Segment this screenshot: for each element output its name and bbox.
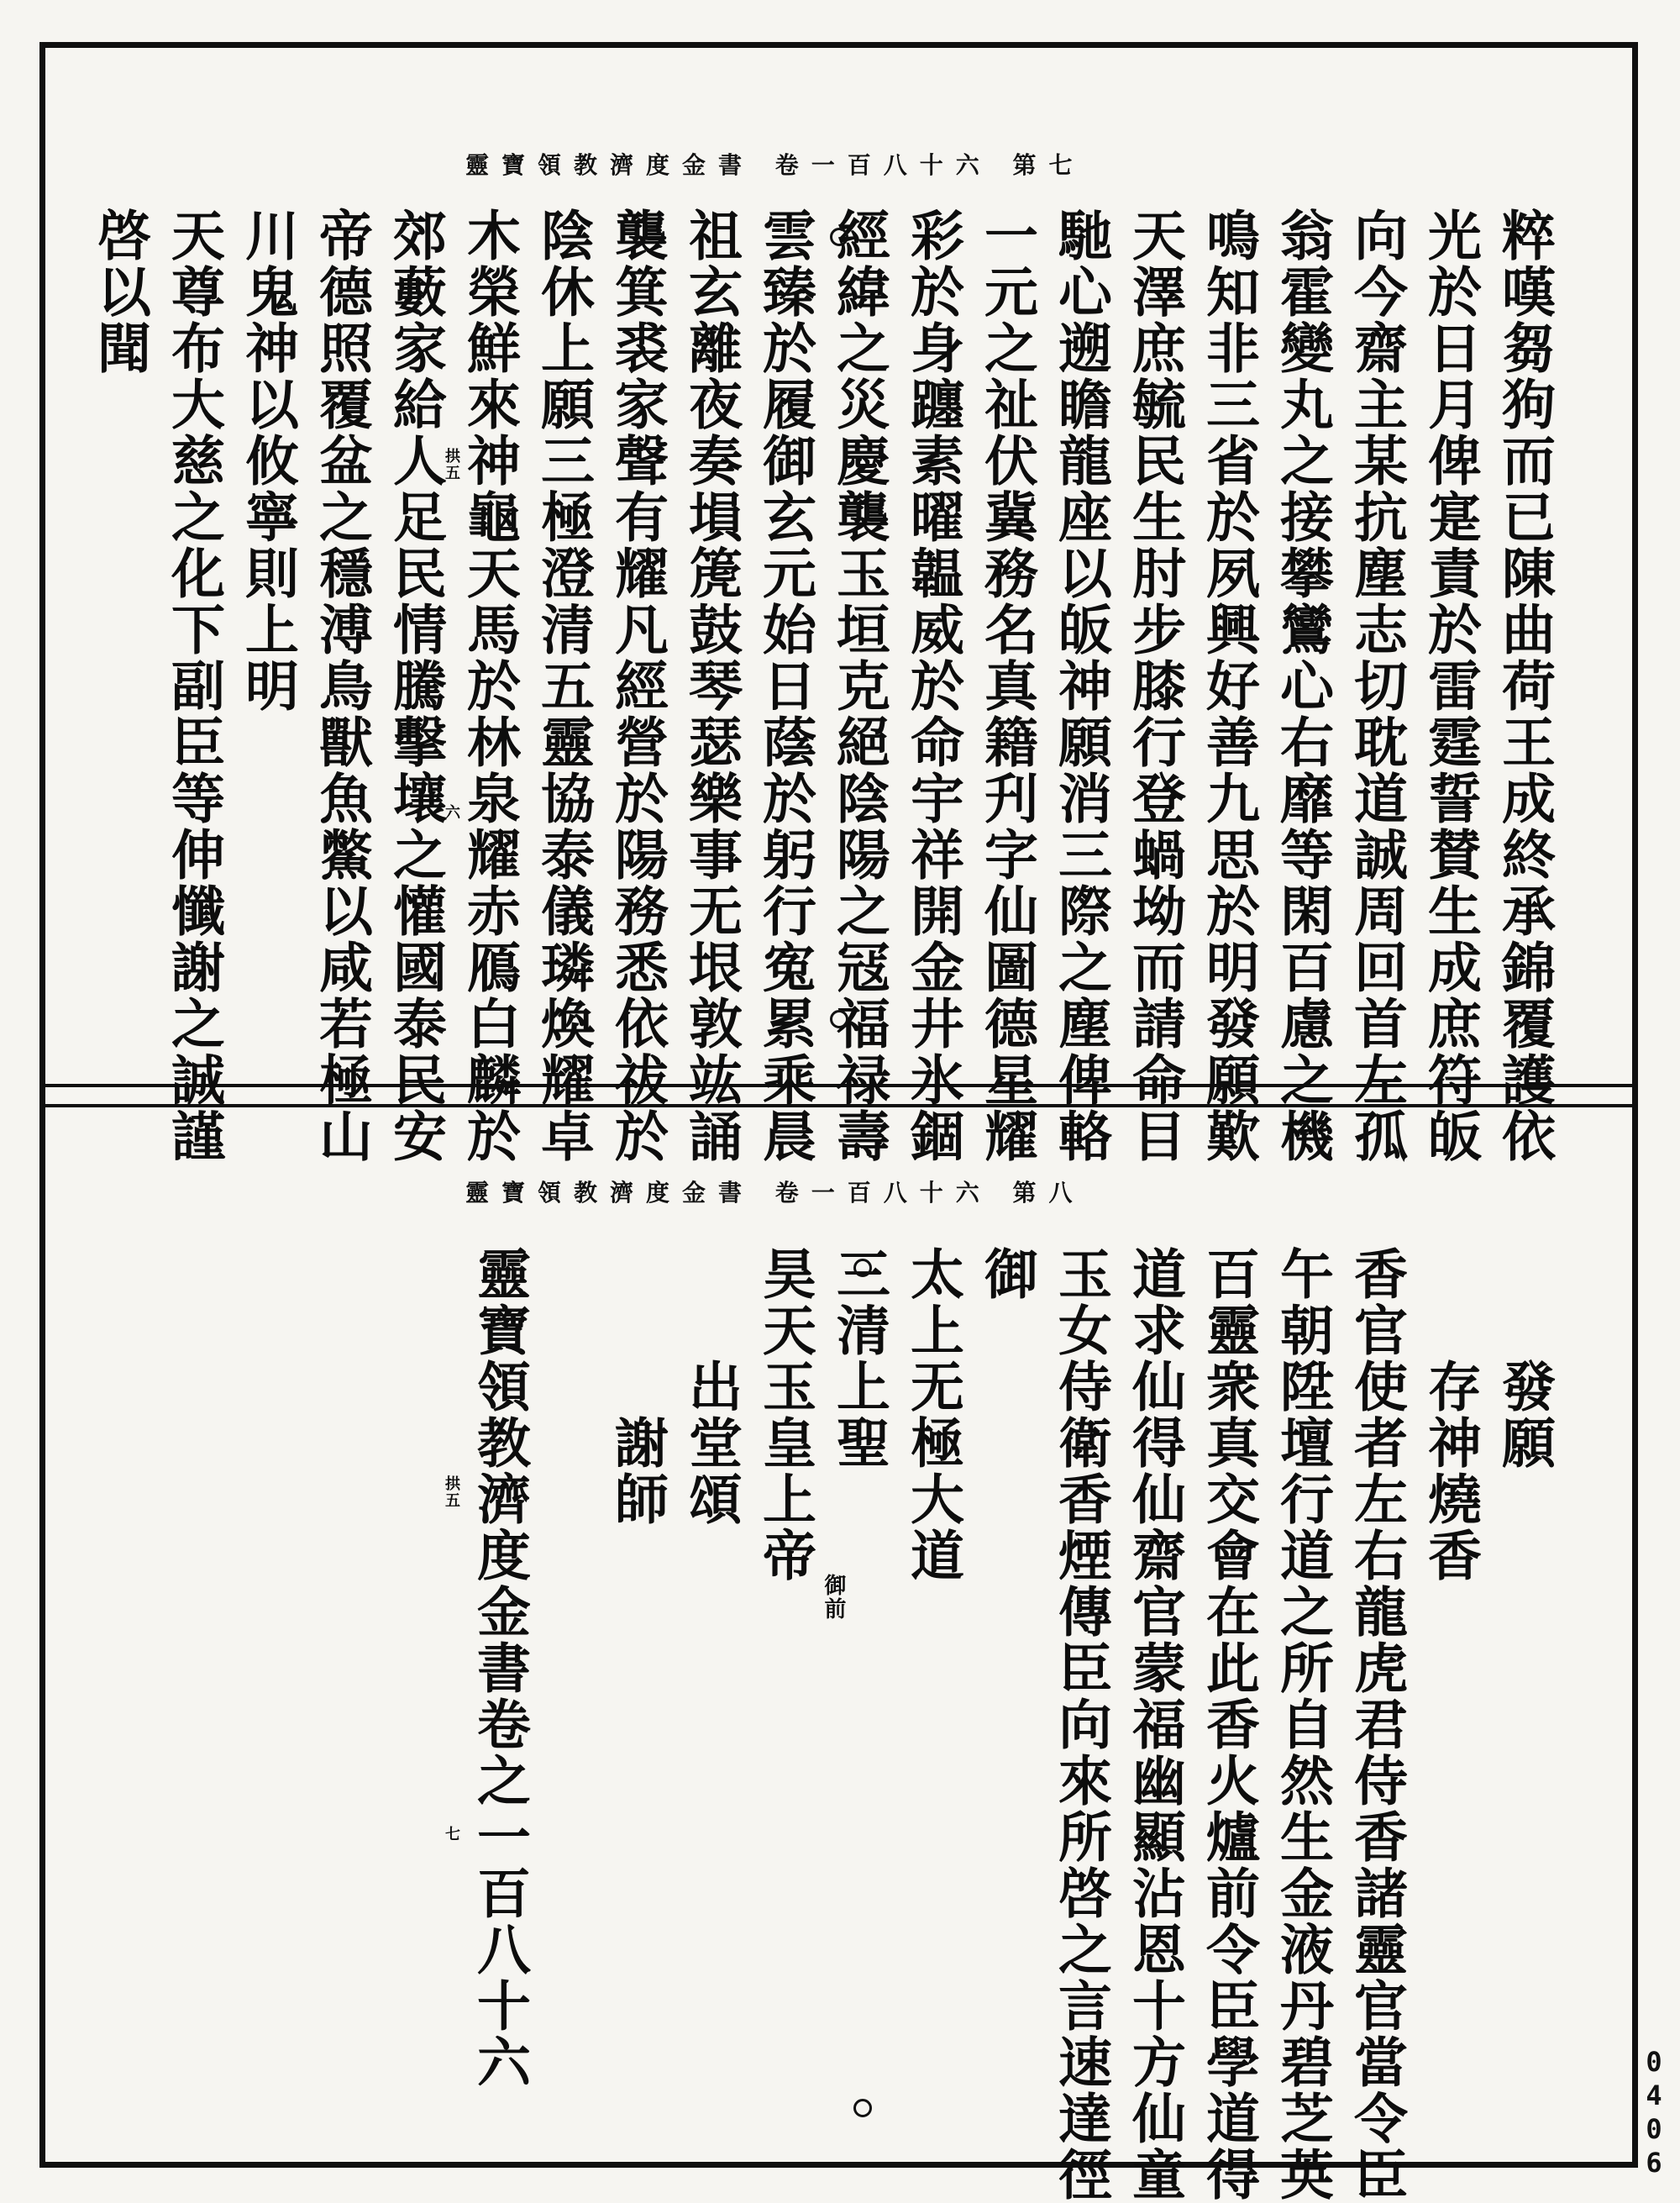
marginal-note: 七	[443, 1826, 460, 1843]
text-column: 玉女侍衛香煙傳臣向來所啓之言速達徑	[1049, 1246, 1112, 2203]
text-column: 鳴知非三省於夙興好善九思於明發願歎	[1197, 208, 1260, 1165]
text-column: 午朝陞壇行道之所自然生金液丹碧芝英	[1271, 1246, 1334, 2203]
text-column: 一元之祉伏冀務名真籍刋字仙圖德星耀	[975, 208, 1038, 1165]
text-column: 帝德照覆盆之穩溥鳥獸魚鱉以咸若極山	[310, 208, 373, 1165]
punctuation-circle	[853, 1259, 872, 1277]
top-page	[45, 48, 1632, 1165]
text-column: 天尊布大慈之化下副臣等伸懺謝之誠謹	[162, 208, 225, 1165]
marginal-note: 六	[443, 804, 460, 821]
text-column: 道求仙得仙齋官蒙福幽顯沾恩十方仙童	[1123, 1246, 1186, 2203]
text-column: 三清上聖	[827, 1246, 890, 1471]
text-column: 發願	[1493, 1246, 1556, 1471]
text-column: 太上无極大道	[901, 1246, 964, 1584]
page-number: 0406	[1638, 2046, 1670, 2180]
top-page-header: 靈寶領教濟度金書 卷一百八十六 第七	[465, 151, 1085, 179]
small-note-yu-qian: 御前	[821, 1574, 846, 1621]
bottom-page-header: 靈寶領教濟度金書 卷一百八十六 第八	[465, 1179, 1085, 1207]
marginal-note: 拱五	[443, 448, 460, 481]
text-column: 郊藪家給人足民情騰擊壤之懽國泰民安	[384, 208, 447, 1165]
text-column: 祖玄離夜奏塤箎鼓琴瑟樂事无垠敦竑誦	[680, 208, 743, 1165]
text-column: 粹嘆芻狗而已陳曲荷王成終承錦覆護依	[1493, 208, 1556, 1165]
text-column: 謝師	[606, 1246, 669, 1527]
text-column: 百靈衆真交會在此香火爐前令臣學道得	[1197, 1246, 1260, 2203]
text-column-title: 靈寶領教濟度金書卷之一百八十六	[468, 1246, 531, 2090]
text-column: 御	[975, 1246, 1038, 1302]
text-column: 雲臻於履御玄元始日蔭於躬行寃累乘晨	[753, 208, 816, 1165]
text-column: 存神燒香	[1419, 1246, 1482, 1584]
text-column: 昊天玉皇上帝	[753, 1246, 816, 1584]
text-column: 光於日月俾寔責於雷霆誓賛生成庶符皈	[1419, 208, 1482, 1165]
text-column: 出堂頌	[680, 1246, 743, 1527]
text-column: 經緯之災慶襲玉垣克絕陰陽之冦福禄壽	[827, 208, 890, 1165]
bottom-page	[45, 1107, 1632, 2203]
text-column: 翁霍變丸之接攀鸞心右靡等閑百慮之機	[1271, 208, 1334, 1165]
marginal-note: 拱五	[443, 1475, 460, 1509]
text-column: 襲箕裘家聲有耀凡經營於陽務悉依祓於	[606, 208, 669, 1165]
text-column: 彩於身躔素曜韞威於命宇祥開金井氷錮	[901, 208, 964, 1165]
text-column: 陰休上願三極澄清五靈協泰儀璘煥耀卓	[532, 208, 595, 1165]
text-column: 木榮鮮來神龜天馬於林泉耀赤鴈白麟於	[458, 208, 521, 1165]
text-column: 香官使者左右龍虎君侍香諸靈官當令臣	[1345, 1246, 1408, 2203]
punctuation-circle	[830, 228, 848, 246]
text-column: 啓以聞	[88, 208, 151, 376]
punctuation-circle	[830, 1010, 848, 1028]
text-column: 向今齋主某抗塵志切耽道誠周回首左孤	[1345, 208, 1408, 1165]
punctuation-circle	[853, 2099, 872, 2117]
text-column: 川鬼神以攸寧則上明	[236, 208, 299, 714]
text-column: 天澤庶毓民生肘步膝行登蝸坳而請命目	[1123, 208, 1186, 1165]
text-column: 馳心遡瞻龍座以皈神願消三際之塵俾輅	[1049, 208, 1112, 1165]
